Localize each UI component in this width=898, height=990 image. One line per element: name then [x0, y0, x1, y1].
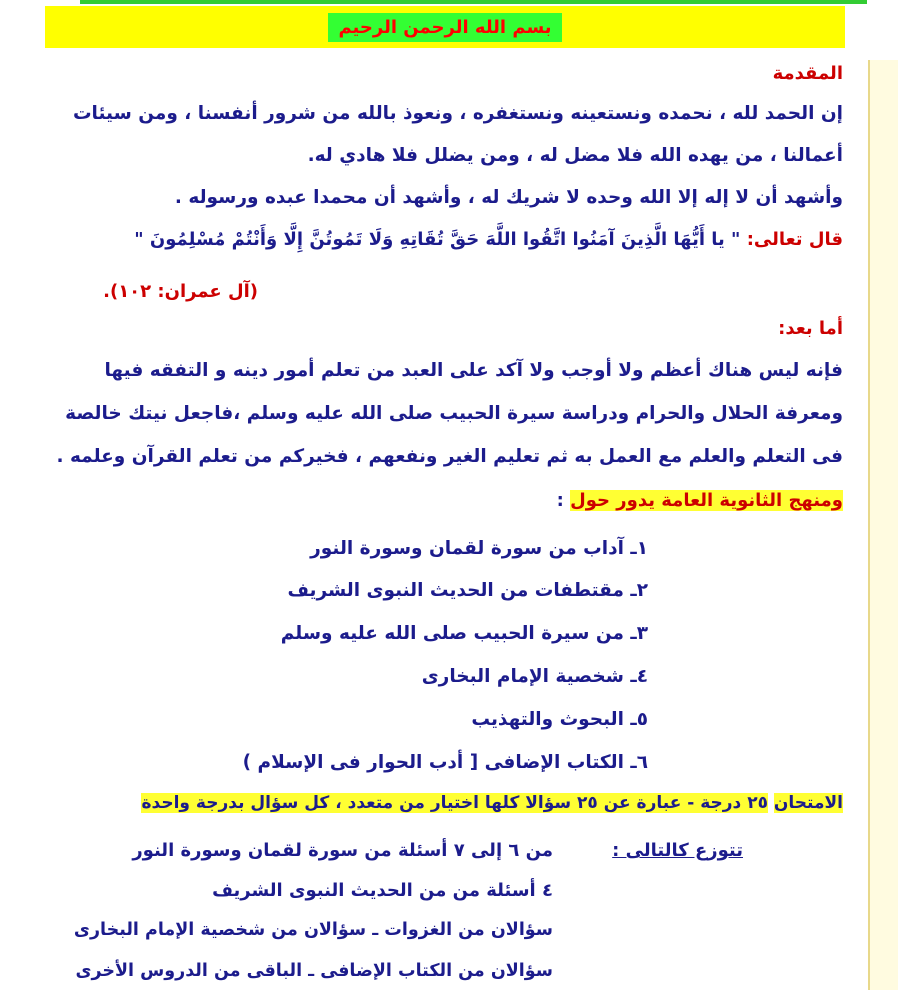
curriculum-colon: : [556, 490, 564, 511]
body-line-3: فى التعلم والعلم مع العمل به ثم تعليم الغير ونفعهم ، فخيركم من تعلم القرآن وعلمه . [56, 446, 843, 467]
curriculum-item-1: ١ـ آداب من سورة لقمان وسورة النور [310, 538, 648, 559]
curriculum-item-5: ٥ـ البحوث والتهذيب [471, 709, 648, 730]
exam-item-2: ٤ أسئلة من من الحديث النبوى الشريف [212, 880, 553, 901]
exam-distribution-label: تتوزع كالتالى : [612, 840, 743, 861]
curriculum-heading: ومنهج الثانوية العامة يدور حول [570, 490, 843, 511]
basmala-banner [45, 6, 845, 48]
quote-reference: (آل عمران: ١٠٢). [103, 281, 258, 302]
curriculum-item-4: ٤ـ شخصية الإمام البخارى [421, 666, 648, 687]
intro-line-1: إن الحمد لله ، نحمده ونستعينه ونستغفره ، ونعوذ بالله من شرور أنفسنا ، ومن سيئات [72, 103, 843, 124]
body-line-1: فإنه ليس هناك أعظم ولا أوجب ولا آكد على العبد من تعلم أمور دينه و التفقه فيها [104, 360, 843, 381]
exam-item-4: سؤالان من الكتاب الإضافى ـ الباقى من الدروس الأخرى [75, 961, 553, 981]
curriculum-item-2: ٢ـ مقتطفات من الحديث النبوى الشريف [287, 580, 648, 601]
body-line-2: ومعرفة الحلال والحرام ودراسة سيرة الحبيب صلى الله عليه وسلم ،فاجعل نيتك خالصة [65, 403, 843, 424]
intro-line-2: أعمالنا ، من يهده الله فلا مضل له ، ومن يضلل فلا هادي له. [307, 145, 843, 166]
intro-heading: المقدمة [772, 63, 843, 84]
top-border-line [80, 0, 867, 4]
curriculum-item-3: ٣ـ من سيرة الحبيب صلى الله عليه وسلم [280, 623, 648, 644]
intro-line-3: وأشهد أن لا إله إلا الله وحده لا شريك له ، وأشهد أن محمدا عبده ورسوله . [174, 187, 843, 208]
exam-line [141, 793, 843, 813]
curriculum-heading-line [557, 490, 843, 511]
basmala-text: بسم الله الرحمن الرحيم [328, 13, 561, 42]
quote-label: قال تعالى: [746, 229, 843, 250]
exam-label: الامتحان [773, 793, 843, 813]
quote-line [134, 229, 843, 250]
exam-item-3: سؤالان من الغزوات ـ سؤالان من شخصية الإمام البخارى [73, 920, 553, 940]
exam-description: ٢٥ درجة - عبارة عن ٢٥ سؤالا كلها اختيار من متعدد ، كل سؤال بدرجة واحدة [141, 793, 768, 813]
curriculum-item-6: ٦ـ الكتاب الإضافى [ أدب الحوار فى الإسلام ) [242, 752, 648, 773]
exam-item-1: من ٦ إلى ٧ أسئلة من سورة لقمان وسورة النور [132, 840, 553, 861]
body-heading: أما بعد: [778, 318, 843, 339]
right-margin-bar [868, 60, 898, 990]
quote-text: " يا أَيُّهَا الَّذِينَ آمَنُوا اتَّقُوا اللَّهَ حَقَّ تُقَاتِهِ وَلَا تَمُوتُنَّ إِلَّا وَأَنْتُمْ مُسْلِمُونَ " [134, 229, 741, 250]
